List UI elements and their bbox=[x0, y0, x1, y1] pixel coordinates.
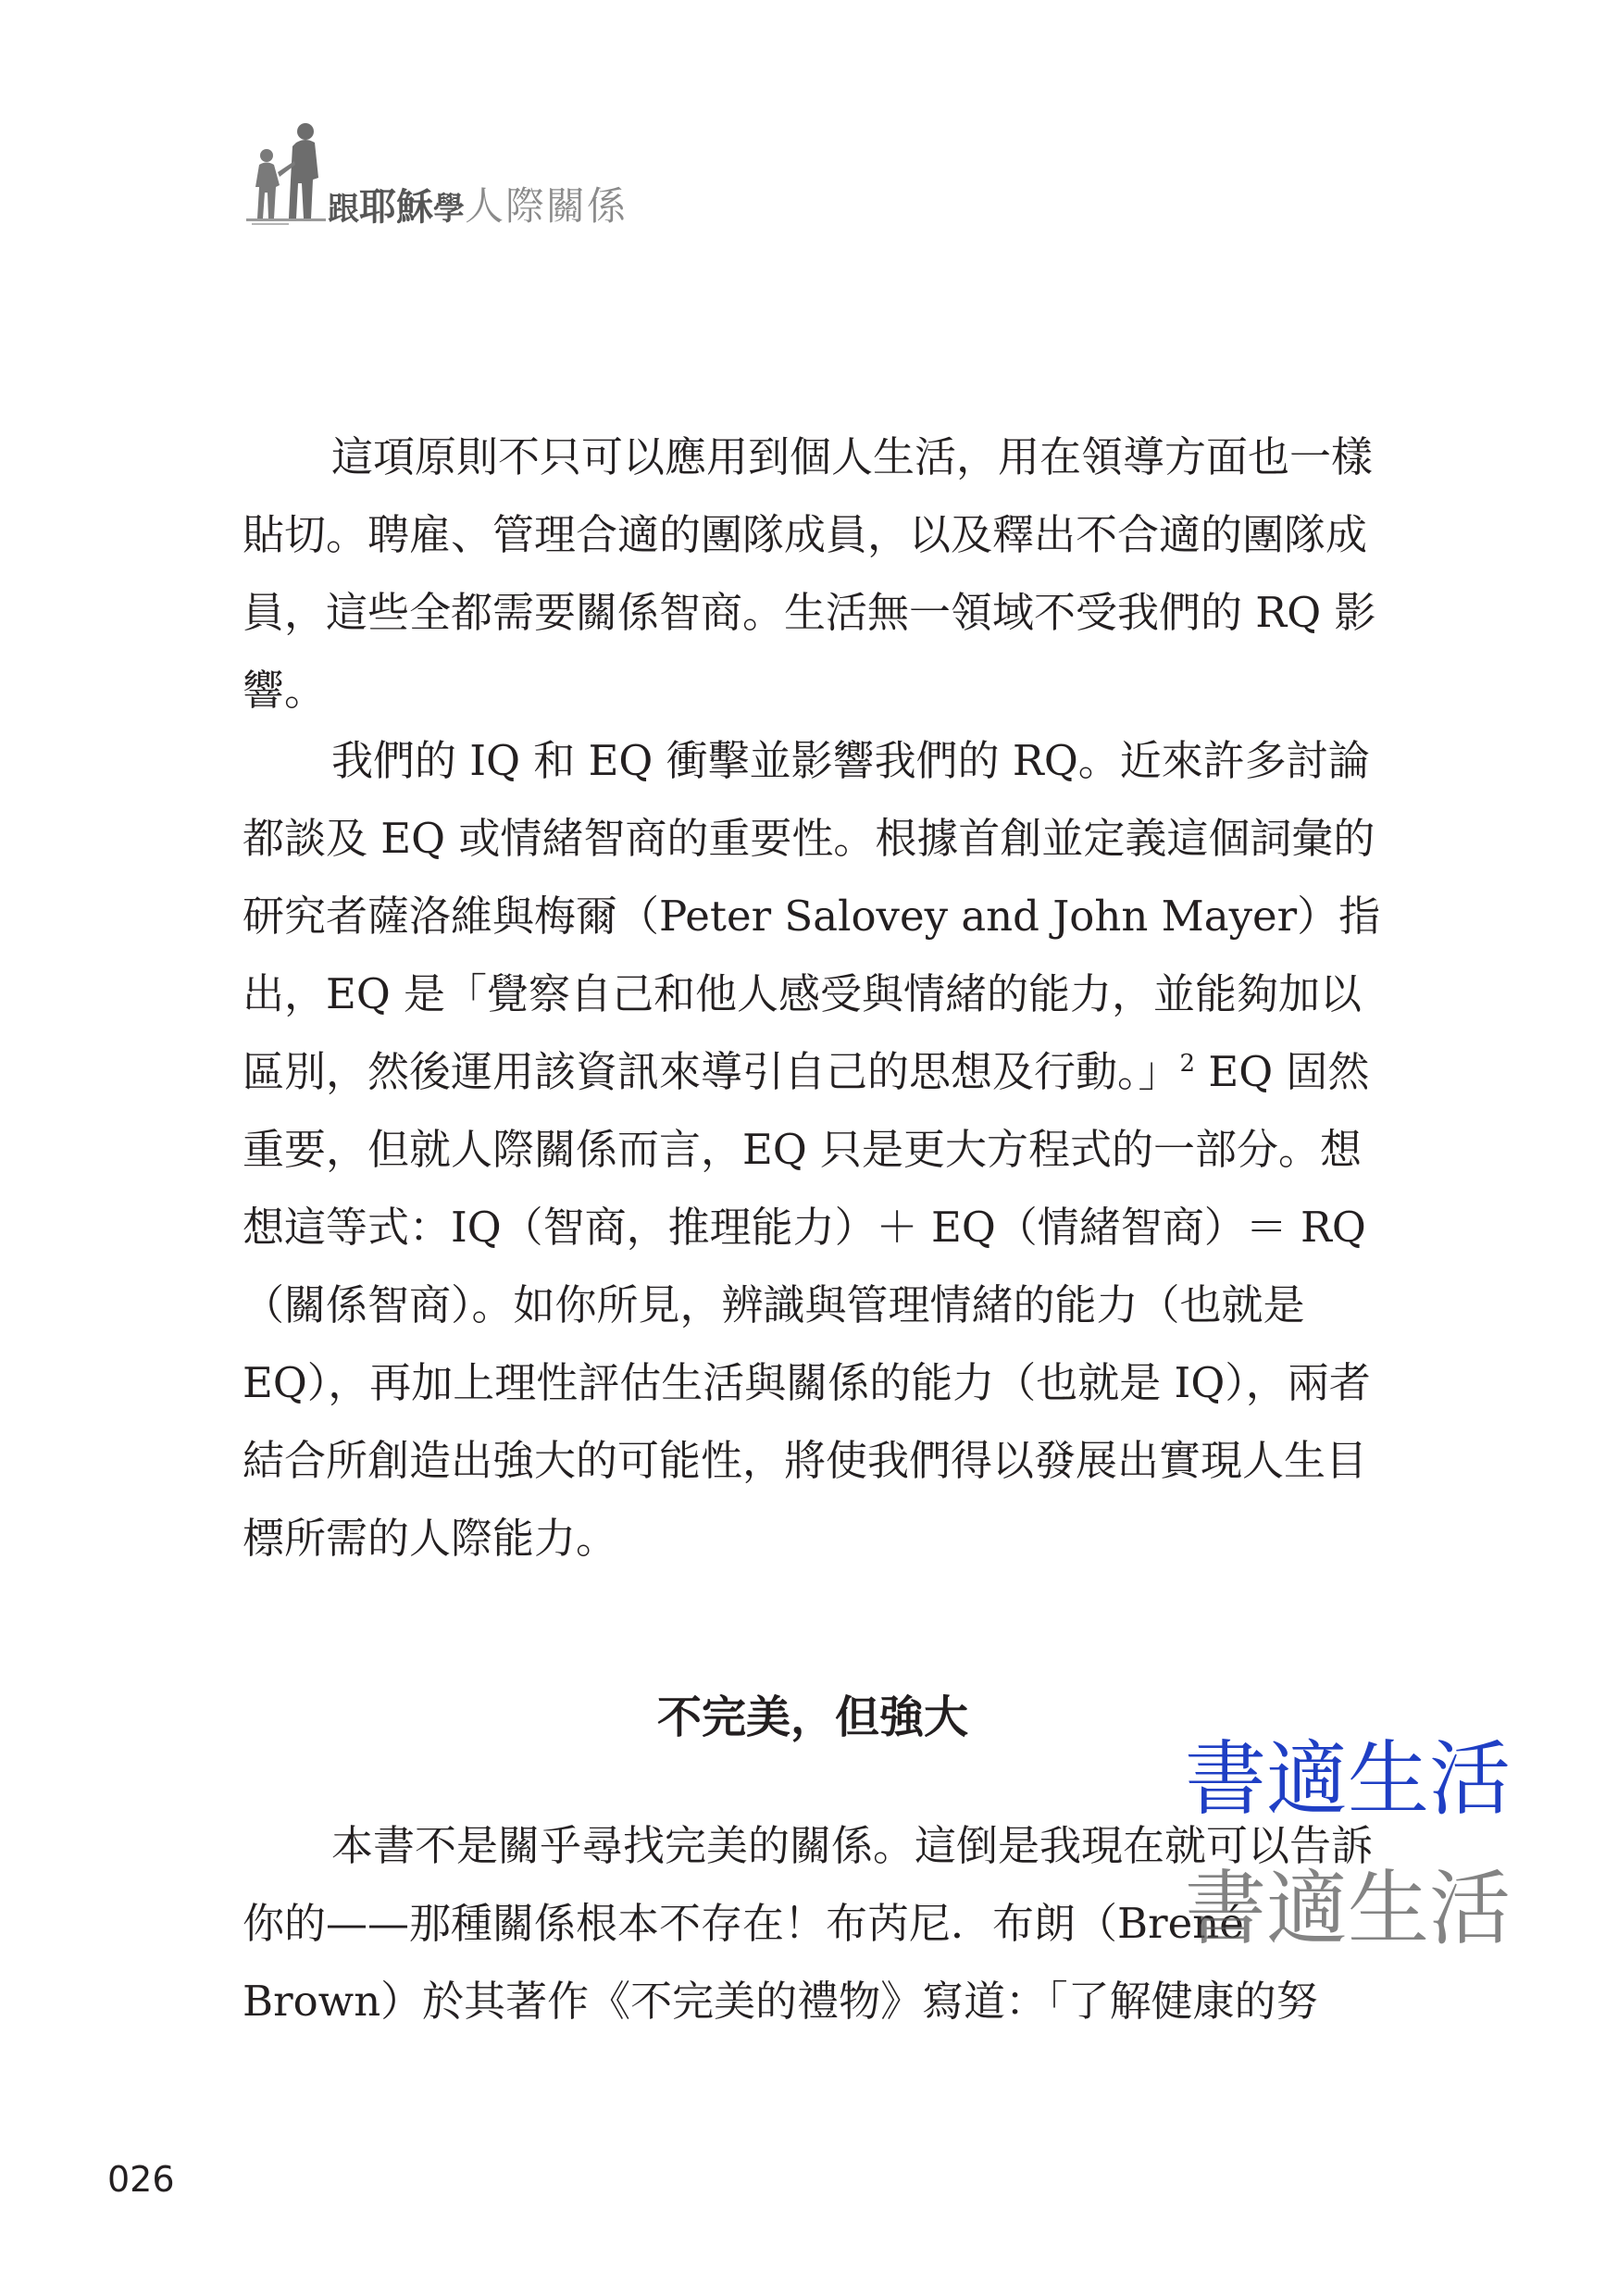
body-block-2 bbox=[243, 722, 1383, 1578]
title-part-1: 跟 bbox=[328, 191, 359, 228]
title-part-2: 耶穌 bbox=[359, 185, 433, 229]
watermark-gray: 書適生活 bbox=[1185, 1861, 1512, 1956]
paragraph-3: 本書不是關乎尋找完美的關係。這倒是我現在就可以告訴你的——那種關係根本不存在！布芮尼．布朗（Brené Brown）於其著作《不完美的禮物》寫道：「了解健康的努 bbox=[243, 1821, 1374, 2026]
title-part-3: 學 bbox=[433, 191, 465, 228]
paragraph-2 bbox=[243, 722, 1383, 1578]
silhouette-logo-icon bbox=[243, 119, 328, 230]
paragraph-2-part-a: 我們的 IQ 和 EQ 衝擊並影響我們的 RQ。近來許多討論都談及 EQ 或情緒智商的重要性。根據首創並定義這個詞彙的研究者薩洛維與梅爾（Peter Salovey and John Mayer）指出，EQ 是「覺察自己和他人感受與情緒的能力，並能夠加以區別，然後運用該資訊來導引自己的思想及行動。」 bbox=[243, 736, 1381, 1096]
watermark-blue: 書適生活 bbox=[1185, 1731, 1512, 1827]
body-block-1 bbox=[243, 418, 1383, 730]
paragraph-2-part-b: EQ 固然重要，但就人際關係而言，EQ 只是更大方程式的一部分。想想這等式：IQ（智商，推理能力）＋ EQ（情緒智商）＝ RQ（關係智商）。如你所見，辨識與管理情緒的能力（也就是 EQ），再加上理性評估生活與關係的能力（也就是 IQ），兩者結合所創造出強大的可能性，將使我們得以發展出實現人生目標所需的人際能力。 bbox=[243, 1047, 1371, 1563]
book-title bbox=[328, 176, 628, 231]
title-part-4: 人際關係 bbox=[465, 183, 629, 229]
footnote-marker: 2 bbox=[1179, 1050, 1196, 1078]
section-heading: 不完美，但強大 bbox=[656, 1691, 968, 1743]
page-number: 026 bbox=[107, 2159, 175, 2200]
paragraph-1: 這項原則不只可以應用到個人生活，用在領導方面也一樣貼切。聘雇、管理合適的團隊成員，以及釋出不合適的團隊成員，這些全都需要關係智商。生活無一領域不受我們的 RQ 影響。 bbox=[243, 432, 1376, 715]
